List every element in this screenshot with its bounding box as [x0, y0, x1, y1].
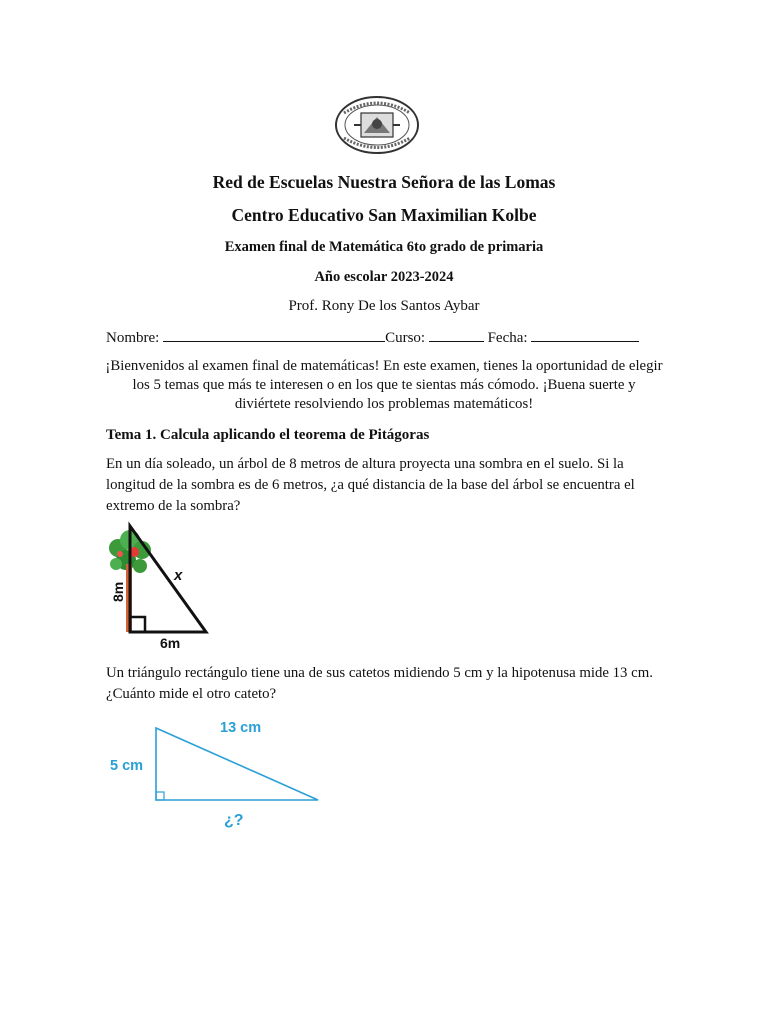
right-triangle-figure — [104, 712, 328, 834]
problem-2-text: Un triángulo rectángulo tiene una de sus catetos midiendo 5 cm y la hipotenusa mide 13 cm. ¿Cuánto mide el otro cateto? — [106, 665, 653, 702]
student-info-form — [106, 327, 639, 347]
date-blank[interactable] — [531, 327, 639, 342]
hypotenuse-label: x — [174, 567, 183, 584]
topic-1-title: Tema 1. Calcula aplicando el teorema de Pitágoras — [106, 427, 430, 443]
date-label: Fecha: — [487, 330, 528, 346]
school-seal-logo — [334, 95, 420, 155]
height-label: 8m — [110, 581, 126, 602]
teacher-name: Prof. Rony De los Santos Aybar — [288, 298, 480, 314]
name-blank[interactable] — [163, 327, 385, 342]
name-label: Nombre: — [106, 330, 160, 346]
course-label: Curso: — [385, 330, 426, 346]
leg-5cm-label: 5 cm — [110, 758, 144, 774]
hypotenuse-13cm-label: 13 cm — [220, 720, 262, 736]
problem-1-text: En un día soleado, un árbol de 8 metros de altura proyecta una sombra en el suelo. Si la longitud de la sombra es de 6 metros, ¿a qué distancia de la base del árbol se encuentra el extremo de la sombra? — [106, 456, 635, 514]
intro-paragraph: ¡Bienvenidos al examen final de matemáticas! En este examen, tienes la oportunidad de elegir los 5 temas que más te interesen o en los que te sientas más cómodo. ¡Buena suerte y diviértete resolviendo los problemas matemáticos! — [105, 358, 663, 412]
school-year: Año escolar 2023-2024 — [314, 269, 454, 285]
school-name: Centro Educativo San Maximilian Kolbe — [231, 205, 537, 225]
exam-title: Examen final de Matemática 6to grado de primaria — [224, 239, 544, 255]
base-label: 6m — [160, 635, 181, 651]
tree-shadow-triangle-figure — [104, 520, 216, 652]
course-blank[interactable] — [429, 327, 484, 342]
network-name: Red de Escuelas Nuestra Señora de las Lomas — [212, 172, 556, 192]
unknown-leg-label: ¿? — [224, 812, 244, 829]
